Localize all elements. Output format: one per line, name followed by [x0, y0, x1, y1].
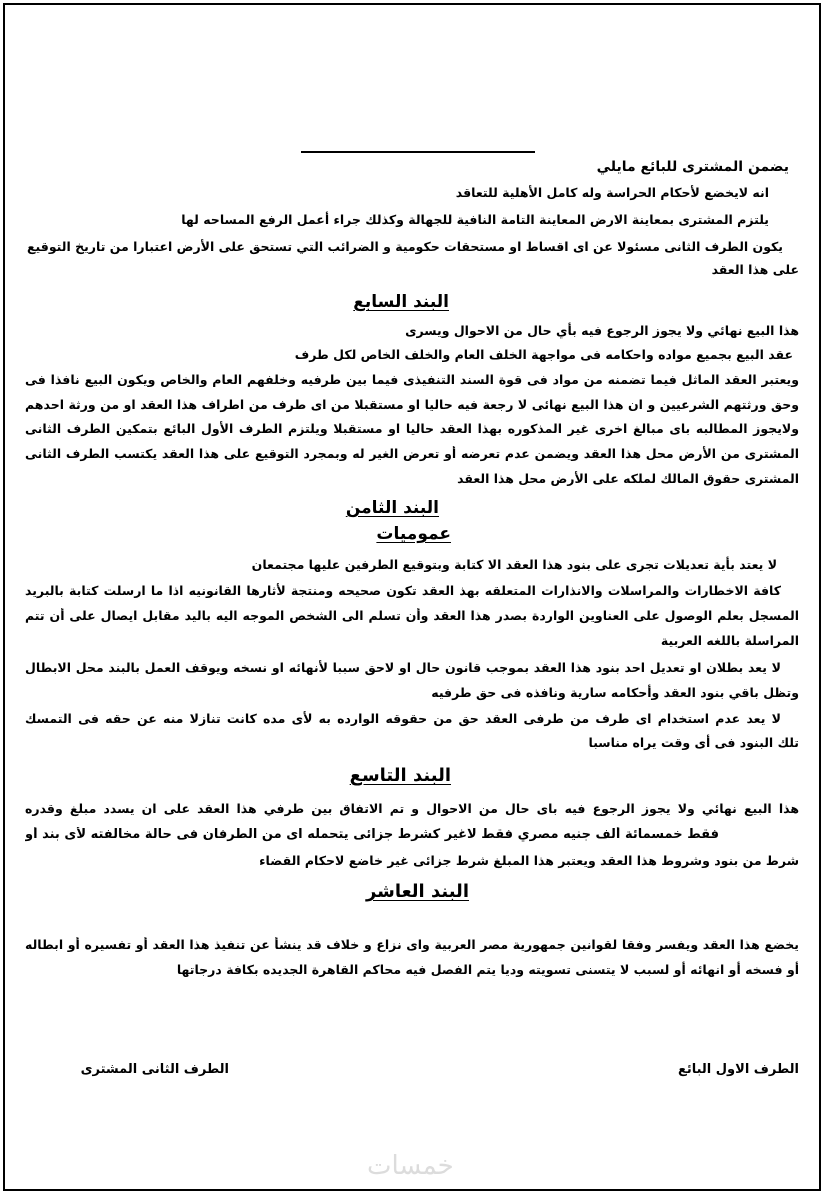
- clause-9-line: فقط خمسمائة ألف جنيه مصري فقط لاغير كشرط جزائى يتحمله اى من الطرفان فى حالة مخالفته لأى بند أو: [25, 827, 719, 842]
- clause-8-line: لا يعتد بأية تعديلات تجرى على بنود هذا العقد الا كتابة وبتوقيع الطرفين عليها مجتمعان: [251, 557, 777, 572]
- top-divider-line: [301, 151, 535, 153]
- clause-9-title: البند التاسع: [349, 765, 451, 786]
- clause-7-line: المشترى حقوق المالك لملكه على الأرض محل هذا العقد: [457, 471, 799, 486]
- clause-8-line: تلك البنود فى أى وقت يراه مناسبا: [588, 735, 799, 750]
- clause-8-line: لا يعد عدم استخدام اى طرف من طرفى العقد حق من حقوقه الوارده به لأى مده كانت تنازلا منه عن حقه فى التمسك: [25, 711, 781, 726]
- clause-10-line: أو فسخه أو انهائه أو لسبب لا يتسنى تسويته وديا يتم الفصل فيه محاكم القاهرة الجديده بكافة درجاتها: [176, 962, 799, 977]
- clause-7-line: ولايجوز المطالبه باى مبالغ اخرى غير المذكوره بهذا العقد حاليا او مستقبلا ويلتزم الطرف الأول البائع بتمكين الطرف الثانى: [25, 421, 799, 436]
- clause-7-line: ويعتبر العقد الماثل فيما تضمنه من مواد فى قوة السند التنفيذى فيما بين طرفيه وخلفهم العام والخاص ويكون البيع نافذا فى: [25, 372, 799, 387]
- second-party-signature-label: الطرف الثانى المشترى: [80, 1062, 229, 1077]
- intro-line: على هذا العقد: [711, 262, 799, 277]
- clause-10-title: البند العاشر: [365, 881, 469, 902]
- clause-8-line: وتظل باقي بنود العقد وأحكامه سارية ونافذه فى حق طرفيه: [431, 685, 799, 700]
- intro-line: يلتزم المشترى بمعاينة الارض المعاينة التامة النافية للجهالة وكذلك جراء أعمل الرفع المساحه لها: [181, 212, 769, 227]
- clause-7-line: المشترى من الأرض محل هذا العقد ويضمن عدم تعرضه أو تعرض الغير له وبمجرد التوقيع على هذا العقد يكتسب الطرف الثانى: [25, 446, 799, 461]
- first-party-signature-label: الطرف الاول البائع: [677, 1062, 799, 1077]
- intro-line: يكون الطرف الثانى مسئولا عن اى اقساط او مستحقات حكومية و الضرائب التي تستحق على الأرض اعتبارا من تاريخ التوقيع: [27, 239, 783, 254]
- clause-8-subtitle: عموميات: [376, 524, 451, 544]
- clause-10-line: يخضع هذا العقد ويفسر وفقا لقوانين جمهورية مصر العربية واى نزاع و خلاف قد ينشأ عن تنفيذ هذا العقد أو تفسيره أو ابطاله: [25, 937, 799, 952]
- clause-9-line: هذا البيع نهائي ولا يجوز الرجوع فيه باى حال من الاحوال و تم الاتفاق بين طرفي هذا العقد على ان يسدد مبلغ وقدره: [25, 801, 799, 816]
- clause-7-line: هذا البيع نهائي ولا يجوز الرجوع فيه بأي حال من الاحوال ويسرى: [405, 323, 799, 338]
- clause-7-line: وحق ورثتهم الشرعيين و ان هذا البيع نهائى لا رجعة فيه حاليا او مستقبلا من اى طرف من اطراف هذا العقد او من ورثة احدهم: [25, 397, 799, 412]
- clause-9-line: شرط من بنود وشروط هذا العقد ويعتبر هذا المبلغ شرط جزائى غير خاضع لاحكام القضاء: [259, 853, 799, 868]
- intro-heading: يضمن المشترى للبائع مايلي: [596, 159, 789, 175]
- clause-8-line: المراسلة باللغه العربية: [660, 633, 799, 648]
- clause-8-line: لا يعد بطلان او تعديل احد بنود هذا العقد بموجب قانون حال او لاحق سببا لأنهائه او نسخه ويوقف العمل بالبند محل الابطال: [25, 660, 781, 675]
- clause-8-title: البند الثامن: [345, 498, 439, 518]
- clause-7-title: البند السابع: [353, 292, 449, 312]
- intro-line: انه لايخضع لأحكام الحراسة وله كامل الأهلية للتعاقد: [455, 185, 769, 200]
- watermark-logo: خمسات: [367, 1151, 454, 1181]
- clause-8-line: كافة الاخطارات والمراسلات والانذارات المتعلقه بهذ العقد تكون صحيحه ومنتجة لأثارها القانونيه اذا ما ارسلت كتابة بالبريد: [25, 583, 781, 598]
- contract-page: [3, 3, 821, 1191]
- clause-7-line: عقد البيع بجميع مواده واحكامه فى مواجهة الخلف العام والخلف الخاص لكل طرف: [294, 347, 793, 362]
- clause-8-line: المسجل بعلم الوصول على العناوين الواردة بصدر هذا العقد وأن تسلم الى الشخص الموجه اليه باليد مقابل ايصال على أن تتم: [25, 608, 799, 623]
